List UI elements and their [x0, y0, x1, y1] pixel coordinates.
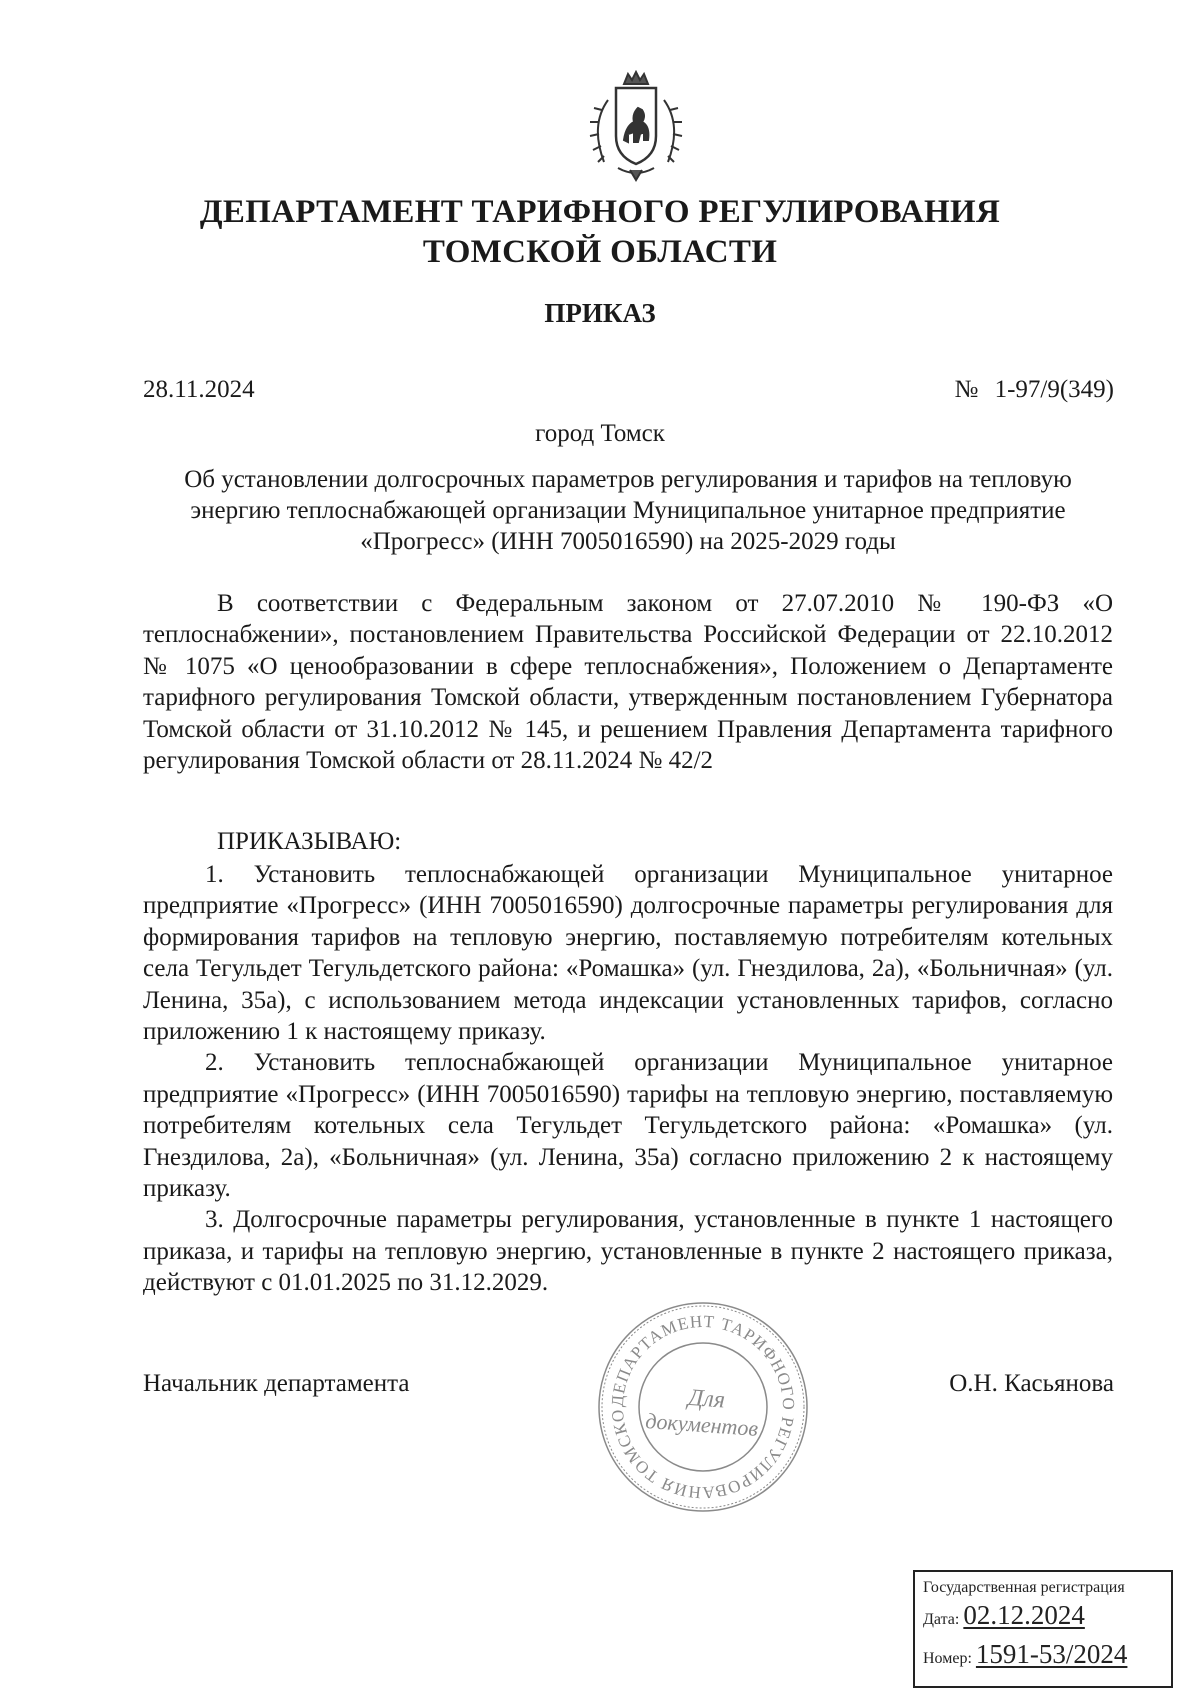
document-type-title: ПРИКАЗ: [544, 298, 656, 328]
registration-date-row: [923, 1598, 1163, 1637]
order-item-3: 3. Долгосрочные параметры регулирования, установленные в пункте 1 настоящего приказа, и тарифы на тепловую энергию, установленные в пункте 2 настоящего приказа, действуют с 01.01.2025 по 31.12.2029.: [143, 1206, 1113, 1297]
order-items: [143, 859, 1113, 1299]
order-number: № 1-97/9(349): [954, 376, 1114, 403]
signatory-title: Начальник департамента: [143, 1370, 410, 1397]
registration-date-label: Дата:: [923, 1611, 960, 1628]
order-item-2: 2. Установить теплоснабжающей организации Муниципальное унитарное предприятие «Прогресс» (ИНН 7005016590) тарифы на тепловую энергию, поставляемую потребителям котельных села Тегульдет Тегульдетского района: «Ромашка» (ул. Гнездилова, 2а), «Больничная» (ул. Ленина, 35а) согласно приложению 2 к настоящему приказу.: [143, 1049, 1113, 1203]
registration-number-row: [923, 1637, 1163, 1676]
official-stamp: [596, 1300, 810, 1514]
order-preamble: В соответствии с Федеральным законом от 27.07.2010 № 190-ФЗ «О теплоснабжении», постановлением Правительства Российской Федерации от 22.10.2012 № 1075 «О ценообразовании в сфере теплоснабжения», Положением о Департаменте тарифного регулирования Томской области, утвержденным постановлением Губернатора Томской области от 31.10.2012 № 145, и решением Правления Департамента тарифного регулирования Томской области от 28.11.2024 № 42/2: [143, 590, 1113, 775]
svg-text:документов: документов: [644, 1408, 759, 1441]
svg-text:Для: Для: [687, 1384, 726, 1414]
registration-heading: Государственная регистрация: [923, 1579, 1125, 1596]
coat-of-arms-icon: [568, 70, 704, 182]
department-name-line1: ДЕПАРТАМЕНТ ТАРИФНОГО РЕГУЛИРОВАНИЯ: [199, 194, 1001, 230]
svg-text:ДЕПАРТАМЕНТ ТАРИФНОГО РЕГУЛИРО: ДЕПАРТАМЕНТ ТАРИФНОГО РЕГУЛИРОВАНИЯ ТОМСКО: [607, 1311, 799, 1503]
department-name-line2: ТОМСКОЙ ОБЛАСТИ: [422, 234, 778, 270]
registration-number-value: 1591-53/2024: [975, 1639, 1128, 1669]
registration-number-label: Номер:: [923, 1650, 972, 1667]
order-subject: Об установлении долгосрочных параметров регулирования и тарифов на тепловую энергию теплоснабжающей организации Муниципальное унитарное предприятие «Прогресс» (ИНН 7005016590) на 2025-2029 годы: [184, 466, 1072, 555]
order-directive-word: ПРИКАЗЫВАЮ:: [217, 828, 402, 855]
order-item-1: 1. Установить теплоснабжающей организации Муниципальное унитарное предприятие «Прогресс» (ИНН 7005016590) долгосрочные параметры регулирования для формирования тарифов на тепловую энергию, поставляемую потребителям котельных села Тегульдет Тегульдетского района: «Ромашка» (ул. Гнездилова, 2а), «Больничная» (ул. Ленина, 35а), с использованием метода индексации установленных тарифов, согласно приложению 1 к настоящему приказу.: [143, 861, 1113, 1046]
signatory-name: О.Н. Касьянова: [949, 1370, 1114, 1397]
registration-date-value: 02.12.2024: [963, 1600, 1085, 1630]
state-registration-box: [913, 1570, 1173, 1688]
order-city: город Томск: [535, 420, 665, 447]
order-date: 28.11.2024: [143, 376, 255, 403]
